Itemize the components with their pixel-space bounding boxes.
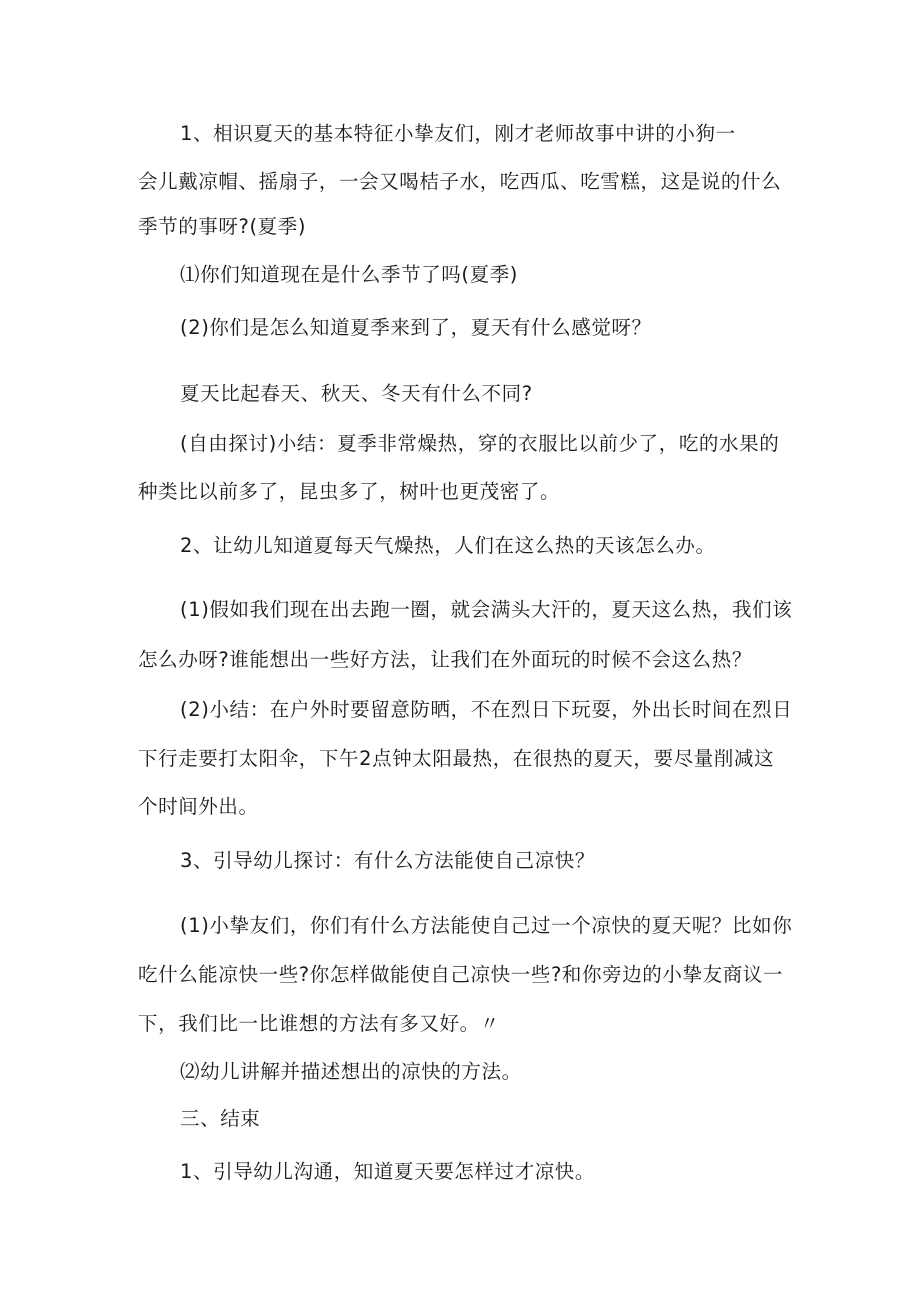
section-heading: 三、结束	[180, 1107, 261, 1130]
paragraph-line: 个时间外出。	[138, 795, 259, 818]
paragraph-line: 怎么办呀?谁能想出一些好方法，让我们在外面玩的时候不会这么热？	[138, 648, 752, 671]
paragraph-line: (1)假如我们现在出去跑一圈，就会满头大汗的，夏天这么热，我们该	[180, 598, 793, 621]
paragraph-line: (自由探讨)小结：夏季非常燥热，穿的衣服比以前少了，吃的水果的	[180, 432, 780, 455]
paragraph-line: 1、引导幼儿沟通，知道夏天要怎样过才凉快。	[180, 1160, 596, 1183]
paragraph-line: 种类比以前多了，昆虫多了，树叶也更茂密了。	[138, 480, 561, 503]
paragraph-line: 2、让幼儿知道夏每天气燥热，人们在这么热的天该怎么办。	[180, 534, 716, 557]
paragraph-line: 3、引导幼儿探讨：有什么方法能使自己凉快？	[180, 849, 596, 872]
paragraph-line: (2)你们是怎么知道夏季来到了，夏天有什么感觉呀？	[180, 316, 652, 339]
paragraph-line: ⑵幼儿讲解并描述想出的凉快的方法。	[180, 1060, 522, 1083]
paragraph-line: 夏天比起春天、秋天、冬天有什么不同?	[180, 382, 533, 405]
paragraph-line: 会儿戴凉帽、摇扇子，一会又喝桔子水，吃西瓜、吃雪糕，这是说的什么	[138, 170, 782, 193]
paragraph-line: (1)小挚友们，你们有什么方法能使自己过一个凉快的夏天呢？比如你	[180, 914, 793, 937]
paragraph-line: 1、相识夏天的基本特征小挚友们，刚才老师故事中讲的小狗一	[180, 122, 736, 145]
paragraph-line: (2)小结：在户外时要留意防晒，不在烈日下玩耍，外出长时间在烈日	[180, 698, 793, 721]
paragraph-line: 季节的事呀?(夏季)	[138, 215, 307, 238]
paragraph-line: 下，我们比一比谁想的方法有多又好。〃	[138, 1012, 500, 1035]
paragraph-line: 下行走要打太阳伞，下午2点钟太阳最热，在很热的夏天，要尽量削减这	[138, 747, 775, 770]
paragraph-line: ⑴你们知道现在是什么季节了吗(夏季)	[180, 263, 519, 286]
paragraph-line: 吃什么能凉快一些?你怎样做能使自己凉快一些?和你旁边的小挚友商议一	[138, 963, 783, 986]
